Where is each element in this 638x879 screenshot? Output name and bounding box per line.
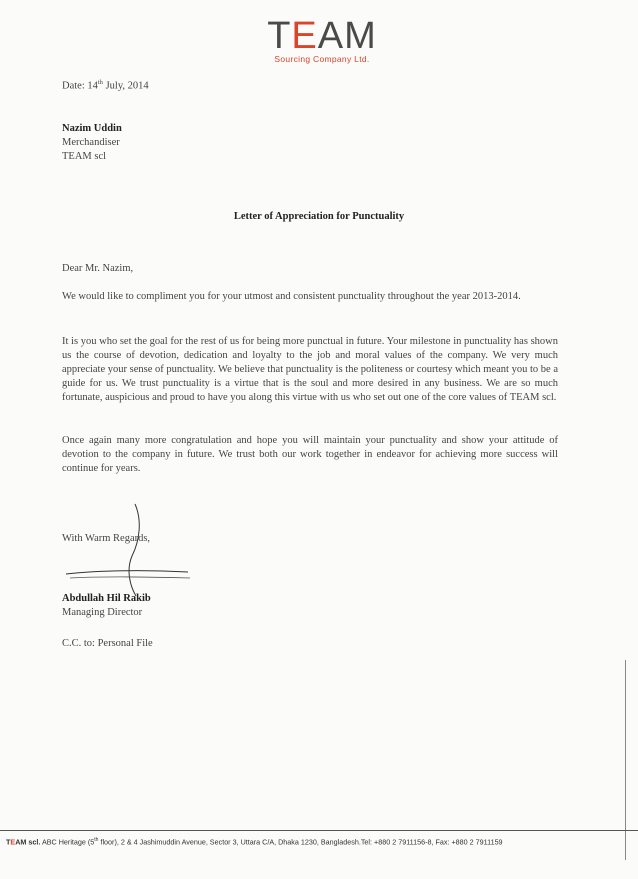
footer-address <box>6 837 636 846</box>
date-suffix: July, 2014 <box>102 80 149 92</box>
body-paragraph-2: It is you who set the goal for the rest of us for being more punctual in future. Your milestone in punctuality has shown us the course of devotion, dedication and loyalty to the job and moral values of the company. We very much appreciate your sense of punctuality. We believe that punctuality is the politeness or courtesy which meant you to be a guide for us. We trust punctuality is a virtue that is the soul and more desired in any business. We are so much fortunate, auspicious and proud to have you along this virtue with us who set out one of the core values of TEAM scl. <box>62 336 558 403</box>
salutation: Dear Mr. Nazim, <box>62 263 134 274</box>
footer-address-suffix: floor), 2 & 4 Jashimuddin Avenue, Sector 3, Uttara C/A, Dhaka 1230, Bangladesh.Tel: +880 2 7911156-8, Fax: +880 2 7911159 <box>98 837 503 847</box>
footer-brand-rest: AM scl. <box>15 837 41 847</box>
closing-line: With Warm Regards, <box>62 533 151 544</box>
logo-wordmark <box>252 16 392 56</box>
logo-letters-am: AM <box>317 15 377 57</box>
recipient-name: Nazim Uddin <box>62 123 122 134</box>
footer-brand-t: T <box>6 837 11 847</box>
signer-role: Managing Director <box>62 607 143 618</box>
logo-letter-t: T <box>267 15 292 57</box>
footer-divider <box>0 830 638 831</box>
date-ordinal: th <box>97 79 103 86</box>
logo-subtitle: Sourcing Company Ltd. <box>274 54 370 64</box>
logo-letter-e: E <box>291 15 318 57</box>
recipient-company: TEAM scl <box>62 151 107 162</box>
date-prefix: Date: 14 <box>62 80 98 92</box>
footer-ordinal: th <box>94 837 99 843</box>
footer-address-prefix: ABC Heritage (5 <box>40 837 95 847</box>
letter-subject: Letter of Appreciation for Punctuality <box>233 211 405 222</box>
signature-stroke-line <box>66 571 188 574</box>
signature-stroke-loop <box>129 504 139 596</box>
recipient-role: Merchandiser <box>62 137 120 148</box>
letter-date <box>62 76 149 94</box>
company-logo <box>252 16 392 64</box>
footer-brand-e: E <box>10 837 16 847</box>
body-paragraph-1: We would like to compliment you for your utmost and consistent punctuality throughout the year 2013-2014. <box>62 291 521 302</box>
signer-name: Abdullah Hil Rakib <box>62 593 151 604</box>
cc-line: C.C. to: Personal File <box>62 638 153 649</box>
body-paragraph-3: Once again many more congratulation and hope you will maintain your punctuality and show your attitude of devotion to the company in future. We trust both our work together in endeavor for achieving more success will continue for years. <box>62 435 558 474</box>
